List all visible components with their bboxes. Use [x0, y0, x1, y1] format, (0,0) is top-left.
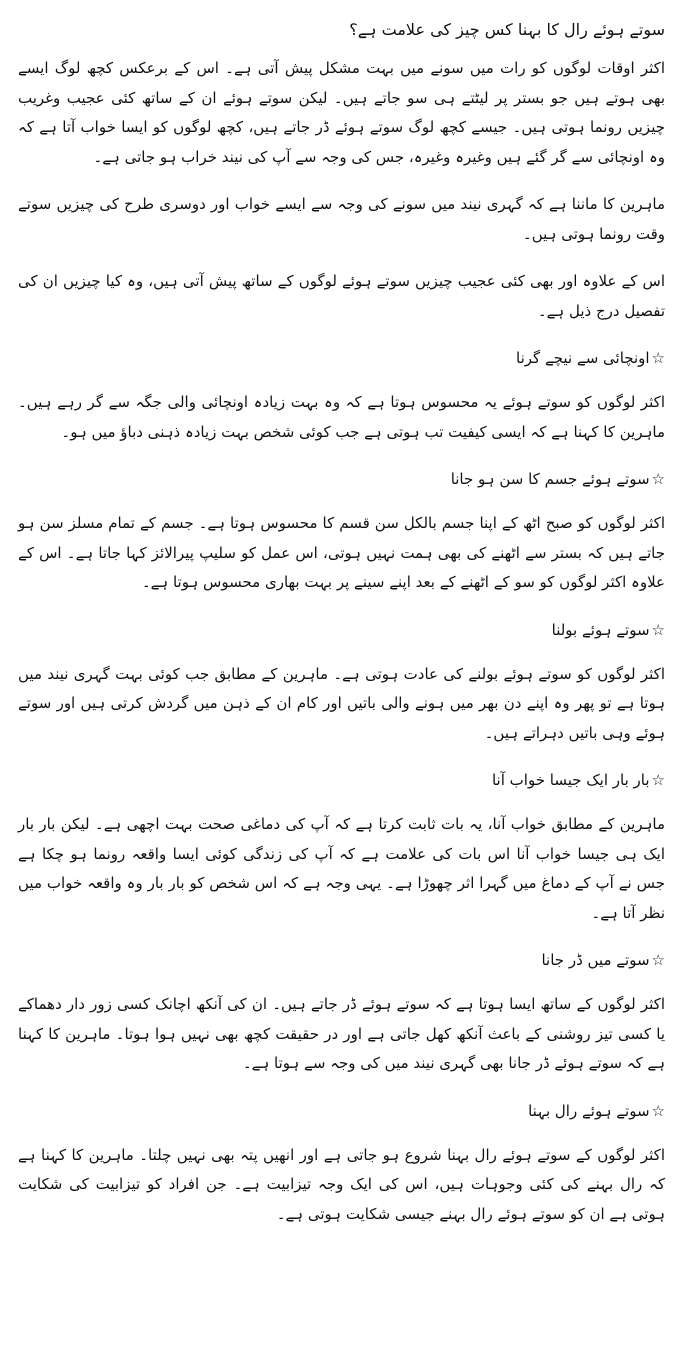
star-icon: ☆: [651, 349, 665, 367]
section-heading-text: سوتے ہوئے بولنا: [551, 620, 650, 639]
paragraph-sleep-talking: اکثر لوگوں کو سوتے ہوئے بولنے کی عادت ہوتی ہے۔ ماہرین کے مطابق جب کوئی بہت گہری نیند میں ہوتا ہے تو پھر وہ اپنے دن بھر میں ہونے والی باتیں اور کام ان کے ذہن میں گردش کرتی ہیں اور سوتے ہوئے وہی باتیں دہراتے ہیں۔: [18, 664, 665, 742]
paragraph-fright: اکثر لوگوں کے ساتھ ایسا ہوتا ہے کہ سوتے ہوئے ڈر جاتے ہیں۔ ان کی آنکھ اچانک کسی زور دار دھماکے یا کسی تیز روشنی کے باعث آنکھ کھل جاتی ہے اور در حقیقت کچھ بھی نہیں ہوا ہوتا۔ ماہرین کا کہنا ہے کہ سوتے ہوئے ڈر جانا بھی گہری نیند میں کی وجہ سے ہوتا ہے۔: [18, 995, 665, 1072]
section-heading-text: سوتے ہوئے رال بہنا: [528, 1101, 650, 1120]
section-heading-numbness: [18, 465, 665, 493]
section-heading-text: بار بار ایک جیسا خواب آنا: [491, 771, 650, 789]
paragraph-list-intro: اس کے علاوہ اور بھی کئی عجیب چیزیں سوتے ہوئے لوگوں کے ساتھ پیش آتی ہیں، وہ کیا چیزیں ان کی تفصیل درج ذیل ہے۔: [18, 272, 665, 320]
paragraph-recurring-dream: ماہرین کے مطابق خواب آنا، یہ بات ثابت کرتا ہے کہ آپ کی دماغی صحت بہت اچھی ہے۔ لیکن بار بار ایک ہی جیسا خواب آنا اس بات کی علامت ہے کہ آپ کی زندگی کوئی ایسا واقعہ رونما ہو چکا ہے جس نے آپ کے دماغ میں گہرا اثر چھوڑا ہے۔ یہی وجہ ہے کہ اس شخص کو بار بار وہ واقعہ خواب میں نظر آتا ہے۔: [18, 815, 665, 922]
section-heading-sleep-talking: [18, 616, 665, 644]
section-heading-text: سوتے میں ڈر جانا: [541, 951, 650, 969]
paragraph-intro: اکثر اوقات لوگوں کو رات میں سونے میں بہت مشکل پیش آتی ہے۔ اس کے برعکس کچھ لوگ ایسے بھی ہوتے ہیں جو بستر پر لیٹتے ہی سو جاتے ہیں۔ لیکن سوتے ہوئے ان کے ساتھ کئی عجیب وغریب چیزیں رونما ہوتی ہیں۔ جیسے کچھ لوگ سوتے ہوئے ڈر جاتے ہیں، کچھ لوگوں کو ایسا خواب آتا ہے کہ وہ اونچائی سے گر گئے ہیں وغیرہ وغیرہ، جس کی وجہ سے آپ کی نیند خراب ہو جاتی ہے۔: [18, 59, 665, 166]
star-icon: ☆: [651, 951, 665, 969]
paragraph-numbness: اکثر لوگوں کو صبح اٹھ کے اپنا جسم بالکل سن قسم کا محسوس ہوتا ہے۔ جسم کے تمام مسلز سن ہو جاتے ہیں کہ بستر سے اٹھنے کی بھی ہمت نہیں ہوتی، اس عمل کو سلیپ پیرالائز کہا جاتا ہے۔ اس کے علاوہ اکثر لوگوں کو سو کے اٹھنے کے بعد اپنے سینے پر بہت بھاری محسوس ہوتا ہے۔: [18, 514, 665, 591]
star-icon: ☆: [651, 620, 665, 639]
star-icon: ☆: [651, 771, 665, 789]
star-icon: ☆: [651, 470, 665, 488]
article-title: سوتے ہوئے رال کا بہنا کس چیز کی علامت ہے؟: [349, 20, 665, 39]
section-heading-falling: [18, 344, 665, 372]
star-icon: ☆: [651, 1101, 665, 1120]
paragraph-falling: اکثر لوگوں کو سوتے ہوئے یہ محسوس ہوتا ہے کہ وہ بہت زیادہ اونچائی والی جگہ سے گر رہے ہیں۔ ماہرین کا کہنا ہے کہ ایسی کیفیت تب ہوتی ہے جب کوئی شخص بہت زیادہ ذہنی دباؤ میں ہو۔: [18, 393, 665, 441]
section-heading-text: اونچائی سے نیچے گرنا: [516, 349, 650, 367]
section-heading-text: سوتے ہوئے جسم کا سن ہو جانا: [450, 470, 650, 488]
section-heading-drooling: [18, 1097, 665, 1125]
paragraph-drooling: اکثر لوگوں کے سوتے ہوئے رال بہنا شروع ہو جاتی ہے اور انھیں پتہ بھی نہیں چلتا۔ ماہرین کا کہنا ہے کہ رال بہنے کی کئی وجوہات ہیں، اس کی ایک وجہ تیزابیت ہے۔ جن افراد کو تیزابیت کی شکایت ہوتی ہے ان کو سوتے ہوئے رال بہنے جیسی شکایت ہوتی ہے۔: [18, 1145, 665, 1223]
section-heading-fright: [18, 946, 665, 974]
section-heading-recurring-dream: [18, 766, 665, 794]
paragraph-experts: ماہرین کا ماننا ہے کہ گہری نیند میں سونے کی وجہ سے ایسے خواب اور دوسری طرح کی چیزیں سوتے وقت رونما ہوتی ہیں۔: [18, 195, 665, 243]
